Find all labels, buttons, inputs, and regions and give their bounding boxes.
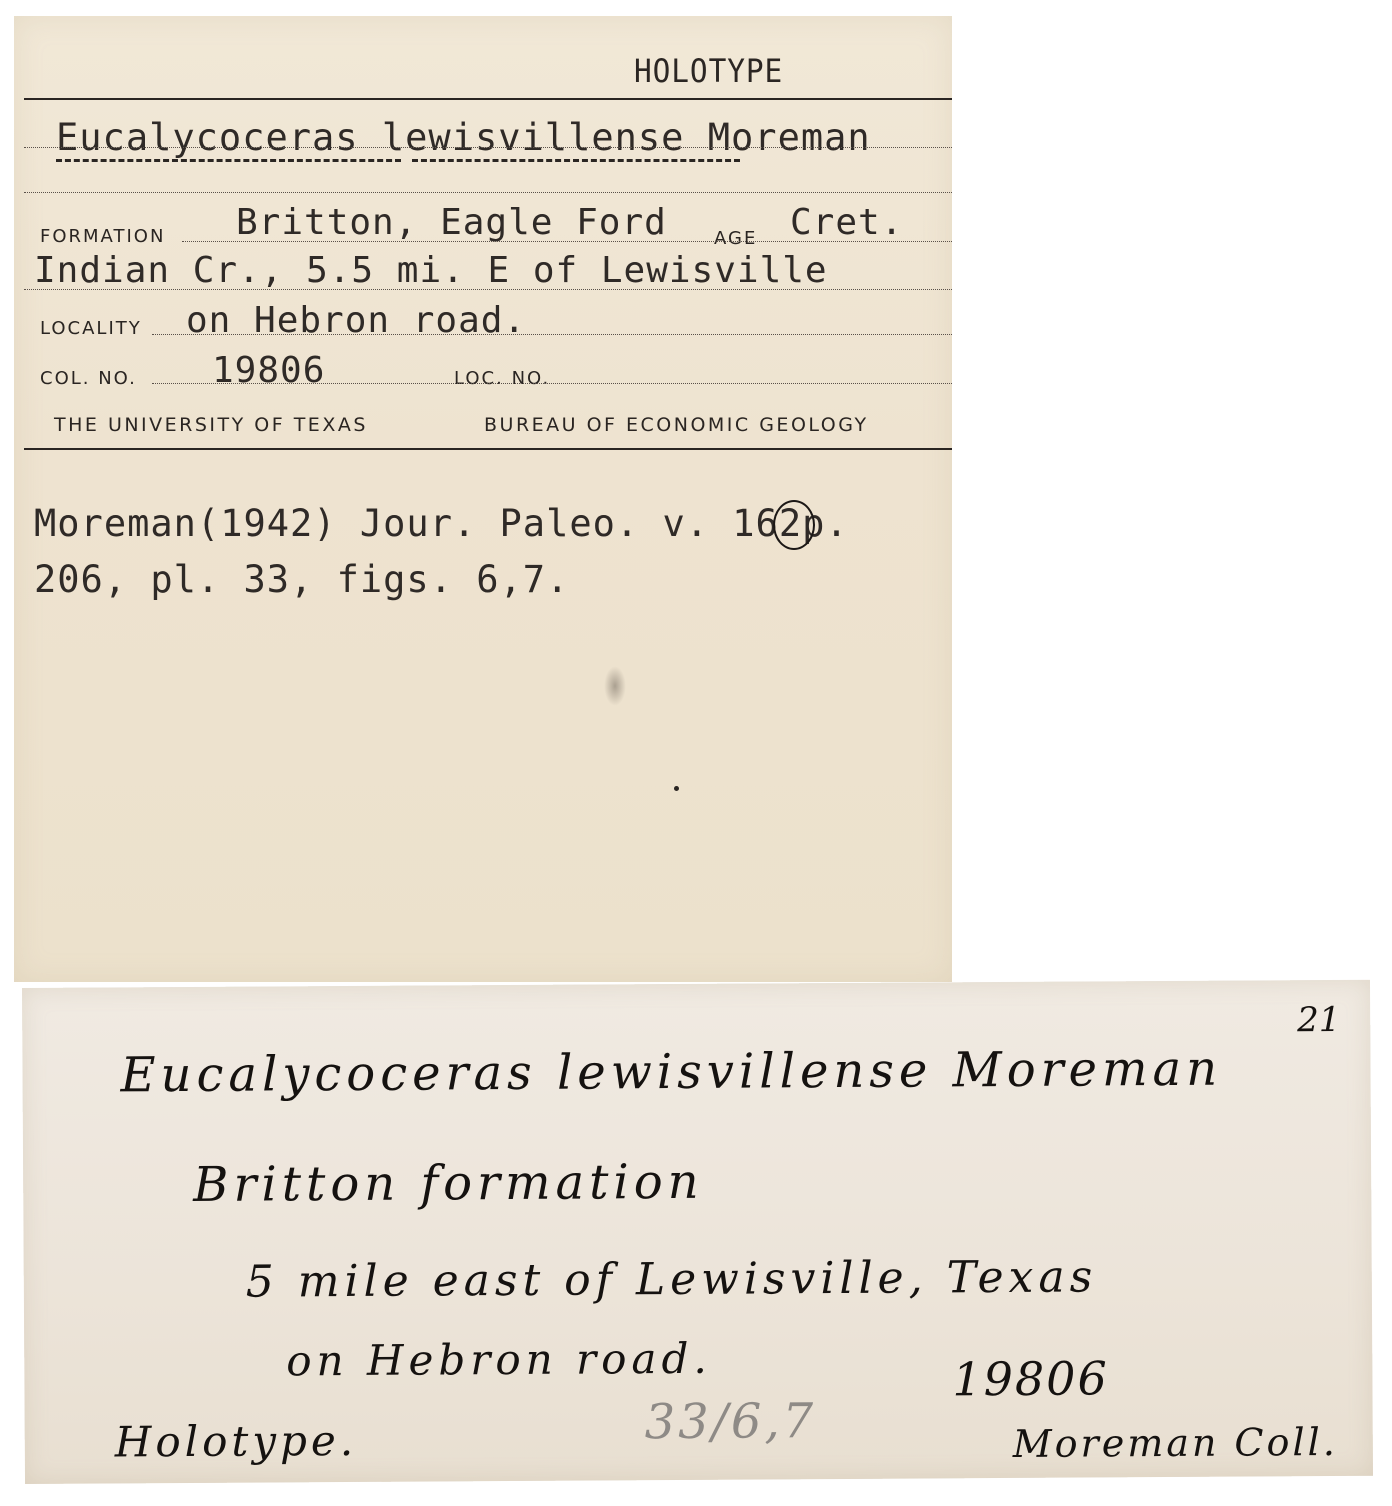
dotted-rule <box>152 383 952 384</box>
dotted-rule <box>152 334 952 335</box>
reference-line-2: 206, pl. 33, figs. 6,7. <box>34 558 570 601</box>
dotted-rule <box>24 289 952 290</box>
locality-label: LOCALITY <box>40 318 142 339</box>
pencil-plate-figure-note: 33/6,7 <box>644 1393 817 1451</box>
species-epithet-author: lewisvillense Moreman <box>381 116 871 159</box>
ink-smudge <box>604 666 626 706</box>
age-label: AGE <box>714 228 758 249</box>
holotype-heading: HOLOTYPE <box>634 52 784 90</box>
col-no-value: 19806 <box>212 350 326 391</box>
species-underline <box>412 159 740 162</box>
handwritten-specimen-label <box>22 980 1373 1484</box>
reference-line-1 <box>34 502 849 545</box>
bottom-rule <box>24 448 952 450</box>
handwritten-status: Holotype. <box>114 1415 358 1467</box>
reference-citation: Moreman(1942) Jour. Paleo. v. 16 <box>34 502 779 545</box>
col-no-label: COL. NO. <box>40 368 137 389</box>
circled-issue-number: 2 <box>778 502 803 545</box>
handwritten-formation: Britton formation <box>193 1153 704 1213</box>
age-value: Cret. <box>790 202 904 243</box>
handwritten-road: on Hebron road. <box>286 1333 712 1386</box>
bureau-label: BUREAU OF ECONOMIC GEOLOGY <box>484 414 869 436</box>
locality-line-1: Indian Cr., 5.5 mi. E of Lewisville <box>34 250 828 291</box>
genus-name: Eucalycoceras <box>56 116 359 159</box>
genus-underline <box>56 159 401 162</box>
university-label: THE UNIVERSITY OF TEXAS <box>54 414 368 436</box>
top-rule <box>24 98 952 100</box>
reference-page-prefix: p. <box>802 502 849 545</box>
handwritten-distance: 5 mile east of Lewisville, Texas <box>245 1251 1098 1308</box>
loc-no-label: LOC. NO. <box>454 368 551 389</box>
locality-line-2: on Hebron road. <box>186 300 527 341</box>
corner-number: 21 <box>1297 999 1341 1041</box>
dotted-rule <box>24 147 952 148</box>
typed-specimen-card <box>14 16 952 982</box>
dotted-rule <box>182 241 952 242</box>
species-name-typed <box>56 116 871 159</box>
handwritten-species-name: Eucalycoceras lewisvillense Moreman <box>120 1040 1223 1104</box>
handwritten-collection: Moreman Coll. <box>1012 1419 1338 1466</box>
handwritten-col-no: 19806 <box>952 1351 1109 1407</box>
dotted-rule <box>24 192 952 193</box>
formation-label: FORMATION <box>40 226 166 247</box>
ink-dot <box>674 786 679 791</box>
formation-value: Britton, Eagle Ford <box>236 202 667 243</box>
